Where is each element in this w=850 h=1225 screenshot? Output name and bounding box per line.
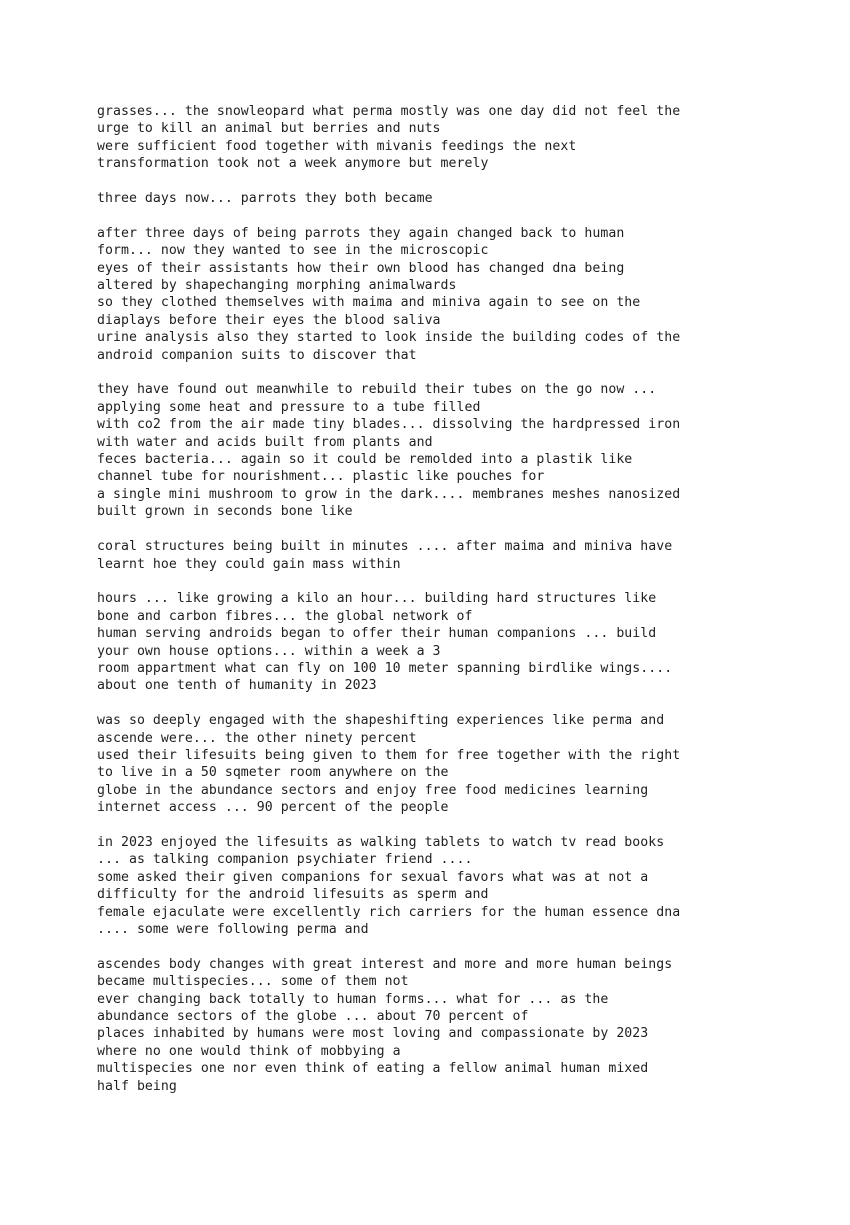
text-line: was so deeply engaged with the shapeshifting experiences like perma and	[97, 713, 665, 729]
text-line: altered by shapechanging morphing animalwards	[97, 278, 457, 294]
text-line: transformation took not a week anymore but merely	[97, 156, 489, 172]
text-line: diaplays before their eyes the blood saliva	[97, 312, 441, 328]
text-line: ... as talking companion psychiater friend ....	[97, 852, 473, 868]
text-line: a single mini mushroom to grow in the dark.... membranes meshes nanosized	[97, 486, 681, 502]
text-line: eyes of their assistants how their own blood has changed dna being	[97, 260, 625, 276]
text-line: were sufficient food together with mivanis feedings the next	[97, 138, 577, 154]
text-line: to live in a 50 sqmeter room anywhere on the	[97, 765, 449, 781]
paragraph-8	[97, 834, 777, 938]
text-line: three days now... parrots they both became	[97, 191, 433, 207]
text-line: with water and acids built from plants and	[97, 434, 433, 450]
text-line: urge to kill an animal but berries and nuts	[97, 121, 441, 137]
text-line: globe in the abundance sectors and enjoy free food medicines learning	[97, 782, 649, 798]
text-line: multispecies one nor even think of eating a fellow animal human mixed	[97, 1061, 649, 1077]
paragraph-6	[97, 590, 777, 694]
text-line: places inhabited by humans were most loving and compassionate by 2023	[97, 1026, 649, 1042]
paragraph-4	[97, 381, 777, 520]
text-line: feces bacteria... again so it could be remolded into a plastik like	[97, 452, 633, 468]
text-line: form... now they wanted to see in the microscopic	[97, 243, 489, 259]
text-line: used their lifesuits being given to them for free together with the right	[97, 747, 681, 763]
document-body	[97, 103, 777, 1112]
text-line: your own house options... within a week a 3	[97, 643, 441, 659]
text-line: some asked their given companions for sexual favors what was at not a	[97, 869, 649, 885]
text-line: abundance sectors of the globe ... about 70 percent of	[97, 1009, 529, 1024]
text-line: hours ... like growing a kilo an hour... building hard structures like	[97, 591, 657, 607]
text-line: after three days of being parrots they again changed back to human	[97, 225, 625, 241]
text-line: applying some heat and pressure to a tube filled	[97, 399, 481, 415]
text-line: female ejaculate were excellently rich carriers for the human essence dna	[97, 904, 681, 920]
text-line: half being	[97, 1078, 177, 1094]
text-line: urine analysis also they started to look inside the building codes of the	[97, 330, 681, 346]
text-line: ascende were... the other ninety percent	[97, 730, 417, 746]
text-line: ascendes body changes with great interest and more and more human beings	[97, 956, 673, 972]
text-line: grasses... the snowleopard what perma mostly was one day did not feel the	[97, 104, 681, 119]
text-line: .... some were following perma and	[97, 921, 369, 937]
text-line: built grown in seconds bone like	[97, 504, 353, 520]
text-line: they have found out meanwhile to rebuild their tubes on the go now ...	[97, 382, 657, 398]
text-line: about one tenth of humanity in 2023	[97, 678, 377, 694]
text-line: coral structures being built in minutes .... after maima and miniva have	[97, 539, 673, 555]
paragraph-2	[97, 190, 777, 207]
paragraph-5	[97, 538, 777, 573]
text-line: channel tube for nourishment... plastic like pouches for	[97, 469, 545, 485]
text-line: learnt hoe they could gain mass within	[97, 556, 401, 572]
paragraph-3	[97, 225, 777, 364]
text-line: became multispecies... some of them not	[97, 974, 409, 990]
text-line: android companion suits to discover that	[97, 347, 417, 363]
paragraph-9	[97, 956, 777, 1095]
text-line: internet access ... 90 percent of the people	[97, 800, 449, 816]
text-line: so they clothed themselves with maima and miniva again to see on the	[97, 295, 641, 311]
text-line: human serving androids began to offer their human companions ... build	[97, 626, 657, 642]
text-line: in 2023 enjoyed the lifesuits as walking tablets to watch tv read books	[97, 834, 665, 850]
paragraph-7	[97, 712, 777, 816]
text-line: bone and carbon fibres... the global network of	[97, 608, 473, 624]
text-line: where no one would think of mobbying a	[97, 1043, 401, 1059]
text-line: room appartment what can fly on 100 10 meter spanning birdlike wings....	[97, 660, 673, 676]
text-line: difficulty for the android lifesuits as sperm and	[97, 887, 489, 903]
text-line: ever changing back totally to human forms... what for ... as the	[97, 991, 609, 1007]
paragraph-1	[97, 103, 777, 173]
text-line: with co2 from the air made tiny blades... dissolving the hardpressed iron	[97, 417, 681, 433]
